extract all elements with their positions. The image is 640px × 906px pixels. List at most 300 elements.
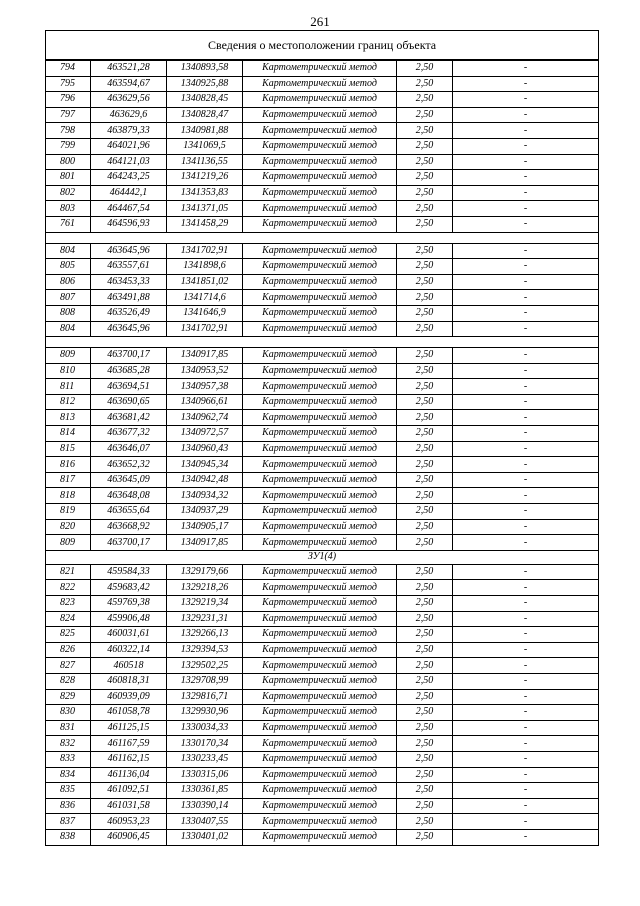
method-cell: Картометрический метод — [243, 751, 397, 767]
y-coordinate-cell: 1341458,29 — [167, 216, 243, 232]
description-cell: - — [453, 410, 599, 426]
x-coordinate-cell: 461125,15 — [91, 720, 167, 736]
table-row — [46, 170, 599, 186]
precision-cell: 2,50 — [397, 596, 453, 612]
precision-cell: 2,50 — [397, 673, 453, 689]
precision-cell: 2,50 — [397, 611, 453, 627]
precision-cell: 2,50 — [397, 290, 453, 306]
y-coordinate-cell: 1341702,91 — [167, 321, 243, 337]
y-coordinate-cell: 1330361,85 — [167, 783, 243, 799]
table-row — [46, 348, 599, 364]
y-coordinate-cell: 1340917,85 — [167, 535, 243, 551]
description-cell: - — [453, 705, 599, 721]
y-coordinate-cell: 1341851,02 — [167, 274, 243, 290]
point-number-cell: 837 — [46, 814, 91, 830]
description-cell: - — [453, 154, 599, 170]
point-number-cell: 814 — [46, 426, 91, 442]
point-number-cell: 796 — [46, 92, 91, 108]
point-number-cell: 807 — [46, 290, 91, 306]
method-cell: Картометрический метод — [243, 564, 397, 580]
method-cell: Картометрический метод — [243, 472, 397, 488]
table-row — [46, 76, 599, 92]
precision-cell: 2,50 — [397, 829, 453, 845]
description-cell: - — [453, 274, 599, 290]
method-cell: Картометрический метод — [243, 410, 397, 426]
precision-cell: 2,50 — [397, 154, 453, 170]
boundary-coordinates-table — [45, 30, 599, 846]
point-number-cell: 801 — [46, 170, 91, 186]
x-coordinate-cell: 463677,32 — [91, 426, 167, 442]
method-cell: Картометрический метод — [243, 457, 397, 473]
description-cell: - — [453, 259, 599, 275]
precision-cell: 2,50 — [397, 92, 453, 108]
description-cell: - — [453, 216, 599, 232]
description-cell: - — [453, 76, 599, 92]
description-cell: - — [453, 426, 599, 442]
description-cell: - — [453, 60, 599, 76]
precision-cell: 2,50 — [397, 504, 453, 520]
method-cell: Картометрический метод — [243, 504, 397, 520]
point-number-cell: 835 — [46, 783, 91, 799]
x-coordinate-cell: 463645,96 — [91, 321, 167, 337]
description-cell: - — [453, 798, 599, 814]
table-row — [46, 201, 599, 217]
precision-cell: 2,50 — [397, 426, 453, 442]
point-number-cell: 799 — [46, 138, 91, 154]
section-subtitle: ЗУ1(4) — [46, 550, 599, 564]
y-coordinate-cell: 1340893,58 — [167, 60, 243, 76]
x-coordinate-cell: 463700,17 — [91, 535, 167, 551]
point-number-cell: 800 — [46, 154, 91, 170]
table-row — [46, 642, 599, 658]
table-row — [46, 457, 599, 473]
x-coordinate-cell: 460031,61 — [91, 627, 167, 643]
x-coordinate-cell: 463629,56 — [91, 92, 167, 108]
x-coordinate-cell: 463557,61 — [91, 259, 167, 275]
method-cell: Картометрический метод — [243, 705, 397, 721]
x-coordinate-cell: 459906,48 — [91, 611, 167, 627]
description-cell: - — [453, 305, 599, 321]
y-coordinate-cell: 1329179,66 — [167, 564, 243, 580]
point-number-cell: 820 — [46, 519, 91, 535]
precision-cell: 2,50 — [397, 243, 453, 259]
table-row — [46, 426, 599, 442]
description-cell: - — [453, 642, 599, 658]
point-number-cell: 806 — [46, 274, 91, 290]
precision-cell: 2,50 — [397, 720, 453, 736]
table-row — [46, 783, 599, 799]
table-row — [46, 720, 599, 736]
table-row — [46, 596, 599, 612]
precision-cell: 2,50 — [397, 185, 453, 201]
x-coordinate-cell: 464467,54 — [91, 201, 167, 217]
method-cell: Картометрический метод — [243, 138, 397, 154]
method-cell: Картометрический метод — [243, 60, 397, 76]
description-cell: - — [453, 290, 599, 306]
point-number-cell: 804 — [46, 243, 91, 259]
y-coordinate-cell: 1329502,25 — [167, 658, 243, 674]
table-row — [46, 185, 599, 201]
y-coordinate-cell: 1329266,13 — [167, 627, 243, 643]
description-cell: - — [453, 736, 599, 752]
description-cell: - — [453, 829, 599, 845]
point-number-cell: 794 — [46, 60, 91, 76]
table-row — [46, 798, 599, 814]
x-coordinate-cell: 460518 — [91, 658, 167, 674]
table-row — [46, 216, 599, 232]
y-coordinate-cell: 1340828,45 — [167, 92, 243, 108]
point-number-cell: 821 — [46, 564, 91, 580]
point-number-cell: 822 — [46, 580, 91, 596]
precision-cell: 2,50 — [397, 751, 453, 767]
description-cell: - — [453, 580, 599, 596]
description-cell: - — [453, 243, 599, 259]
x-coordinate-cell: 463694,51 — [91, 379, 167, 395]
x-coordinate-cell: 463685,28 — [91, 363, 167, 379]
method-cell: Картометрический метод — [243, 488, 397, 504]
method-cell: Картометрический метод — [243, 379, 397, 395]
table-header-row — [46, 31, 599, 61]
y-coordinate-cell: 1329394,53 — [167, 642, 243, 658]
section-subtitle-row — [46, 550, 599, 564]
precision-cell: 2,50 — [397, 627, 453, 643]
method-cell: Картометрический метод — [243, 274, 397, 290]
y-coordinate-cell: 1330233,45 — [167, 751, 243, 767]
point-number-cell: 798 — [46, 123, 91, 139]
method-cell: Картометрический метод — [243, 243, 397, 259]
precision-cell: 2,50 — [397, 394, 453, 410]
method-cell: Картометрический метод — [243, 201, 397, 217]
point-number-cell: 810 — [46, 363, 91, 379]
y-coordinate-cell: 1341702,91 — [167, 243, 243, 259]
point-number-cell: 808 — [46, 305, 91, 321]
method-cell: Картометрический метод — [243, 736, 397, 752]
y-coordinate-cell: 1341353,83 — [167, 185, 243, 201]
y-coordinate-cell: 1329231,31 — [167, 611, 243, 627]
method-cell: Картометрический метод — [243, 259, 397, 275]
point-number-cell: 813 — [46, 410, 91, 426]
y-coordinate-cell: 1340981,88 — [167, 123, 243, 139]
method-cell: Картометрический метод — [243, 170, 397, 186]
y-coordinate-cell: 1341898,6 — [167, 259, 243, 275]
x-coordinate-cell: 464121,03 — [91, 154, 167, 170]
table-row — [46, 107, 599, 123]
precision-cell: 2,50 — [397, 259, 453, 275]
y-coordinate-cell: 1340925,88 — [167, 76, 243, 92]
point-number-cell: 828 — [46, 673, 91, 689]
precision-cell: 2,50 — [397, 379, 453, 395]
method-cell: Картометрический метод — [243, 580, 397, 596]
precision-cell: 2,50 — [397, 472, 453, 488]
description-cell: - — [453, 564, 599, 580]
point-number-cell: 829 — [46, 689, 91, 705]
description-cell: - — [453, 783, 599, 799]
x-coordinate-cell: 461162,15 — [91, 751, 167, 767]
x-coordinate-cell: 461058,78 — [91, 705, 167, 721]
x-coordinate-cell: 463668,92 — [91, 519, 167, 535]
description-cell: - — [453, 138, 599, 154]
point-number-cell: 805 — [46, 259, 91, 275]
point-number-cell: 816 — [46, 457, 91, 473]
table-row — [46, 472, 599, 488]
point-number-cell: 819 — [46, 504, 91, 520]
method-cell: Картометрический метод — [243, 720, 397, 736]
precision-cell: 2,50 — [397, 564, 453, 580]
x-coordinate-cell: 461167,59 — [91, 736, 167, 752]
precision-cell: 2,50 — [397, 348, 453, 364]
y-coordinate-cell: 1341371,05 — [167, 201, 243, 217]
y-coordinate-cell: 1329708,99 — [167, 673, 243, 689]
method-cell: Картометрический метод — [243, 519, 397, 535]
y-coordinate-cell: 1340828,47 — [167, 107, 243, 123]
y-coordinate-cell: 1330401,02 — [167, 829, 243, 845]
description-cell: - — [453, 394, 599, 410]
x-coordinate-cell: 463690,65 — [91, 394, 167, 410]
point-number-cell: 834 — [46, 767, 91, 783]
x-coordinate-cell: 460322,14 — [91, 642, 167, 658]
blank-cell — [46, 232, 599, 243]
method-cell: Картометрический метод — [243, 673, 397, 689]
y-coordinate-cell: 1329218,26 — [167, 580, 243, 596]
y-coordinate-cell: 1329930,96 — [167, 705, 243, 721]
method-cell: Картометрический метод — [243, 185, 397, 201]
description-cell: - — [453, 689, 599, 705]
point-number-cell: 826 — [46, 642, 91, 658]
description-cell: - — [453, 504, 599, 520]
point-number-cell: 803 — [46, 201, 91, 217]
description-cell: - — [453, 92, 599, 108]
point-number-cell: 830 — [46, 705, 91, 721]
method-cell: Картометрический метод — [243, 658, 397, 674]
table-row — [46, 394, 599, 410]
point-number-cell: 827 — [46, 658, 91, 674]
x-coordinate-cell: 463629,6 — [91, 107, 167, 123]
description-cell: - — [453, 107, 599, 123]
x-coordinate-cell: 463655,64 — [91, 504, 167, 520]
y-coordinate-cell: 1341069,5 — [167, 138, 243, 154]
precision-cell: 2,50 — [397, 76, 453, 92]
table-row — [46, 535, 599, 551]
table-row — [46, 829, 599, 845]
x-coordinate-cell: 463453,33 — [91, 274, 167, 290]
precision-cell: 2,50 — [397, 60, 453, 76]
y-coordinate-cell: 1340934,32 — [167, 488, 243, 504]
description-cell: - — [453, 596, 599, 612]
point-number-cell: 818 — [46, 488, 91, 504]
precision-cell: 2,50 — [397, 736, 453, 752]
description-cell: - — [453, 363, 599, 379]
x-coordinate-cell: 464442,1 — [91, 185, 167, 201]
table-row — [46, 658, 599, 674]
table-row — [46, 705, 599, 721]
table-row — [46, 305, 599, 321]
table-row — [46, 138, 599, 154]
point-number-cell: 832 — [46, 736, 91, 752]
point-number-cell: 802 — [46, 185, 91, 201]
method-cell: Картометрический метод — [243, 290, 397, 306]
method-cell: Картометрический метод — [243, 814, 397, 830]
x-coordinate-cell: 463652,32 — [91, 457, 167, 473]
table-title: Сведения о местоположении границ объекта — [46, 31, 599, 61]
precision-cell: 2,50 — [397, 138, 453, 154]
point-number-cell: 804 — [46, 321, 91, 337]
table-body — [46, 31, 599, 846]
table-row — [46, 123, 599, 139]
table-row — [46, 519, 599, 535]
method-cell: Картометрический метод — [243, 348, 397, 364]
table-row — [46, 751, 599, 767]
point-number-cell: 831 — [46, 720, 91, 736]
precision-cell: 2,50 — [397, 535, 453, 551]
y-coordinate-cell: 1340962,74 — [167, 410, 243, 426]
table-row — [46, 488, 599, 504]
description-cell: - — [453, 201, 599, 217]
y-coordinate-cell: 1330390,14 — [167, 798, 243, 814]
method-cell: Картометрический метод — [243, 123, 397, 139]
method-cell: Картометрический метод — [243, 596, 397, 612]
description-cell: - — [453, 658, 599, 674]
precision-cell: 2,50 — [397, 658, 453, 674]
table-row — [46, 736, 599, 752]
y-coordinate-cell: 1330034,33 — [167, 720, 243, 736]
y-coordinate-cell: 1330315,06 — [167, 767, 243, 783]
precision-cell: 2,50 — [397, 410, 453, 426]
method-cell: Картометрический метод — [243, 767, 397, 783]
x-coordinate-cell: 463645,96 — [91, 243, 167, 259]
x-coordinate-cell: 463646,07 — [91, 441, 167, 457]
y-coordinate-cell: 1341219,26 — [167, 170, 243, 186]
y-coordinate-cell: 1341646,9 — [167, 305, 243, 321]
precision-cell: 2,50 — [397, 689, 453, 705]
table-row — [46, 274, 599, 290]
x-coordinate-cell: 463526,49 — [91, 305, 167, 321]
description-cell: - — [453, 185, 599, 201]
x-coordinate-cell: 461136,04 — [91, 767, 167, 783]
blank-cell — [46, 337, 599, 348]
x-coordinate-cell: 459584,33 — [91, 564, 167, 580]
y-coordinate-cell: 1340953,52 — [167, 363, 243, 379]
point-number-cell: 836 — [46, 798, 91, 814]
table-row — [46, 627, 599, 643]
point-number-cell: 761 — [46, 216, 91, 232]
precision-cell: 2,50 — [397, 321, 453, 337]
table-row — [46, 321, 599, 337]
x-coordinate-cell: 463879,33 — [91, 123, 167, 139]
y-coordinate-cell: 1330170,34 — [167, 736, 243, 752]
description-cell: - — [453, 488, 599, 504]
y-coordinate-cell: 1340937,29 — [167, 504, 243, 520]
precision-cell: 2,50 — [397, 814, 453, 830]
point-number-cell: 824 — [46, 611, 91, 627]
table-row — [46, 611, 599, 627]
table-row — [46, 580, 599, 596]
x-coordinate-cell: 464596,93 — [91, 216, 167, 232]
method-cell: Картометрический метод — [243, 107, 397, 123]
method-cell: Картометрический метод — [243, 321, 397, 337]
precision-cell: 2,50 — [397, 305, 453, 321]
method-cell: Картометрический метод — [243, 535, 397, 551]
precision-cell: 2,50 — [397, 457, 453, 473]
x-coordinate-cell: 463648,08 — [91, 488, 167, 504]
y-coordinate-cell: 1330407,55 — [167, 814, 243, 830]
table-row — [46, 363, 599, 379]
point-number-cell: 823 — [46, 596, 91, 612]
y-coordinate-cell: 1341714,6 — [167, 290, 243, 306]
method-cell: Картометрический метод — [243, 394, 397, 410]
table-row — [46, 60, 599, 76]
x-coordinate-cell: 464243,25 — [91, 170, 167, 186]
description-cell: - — [453, 441, 599, 457]
precision-cell: 2,50 — [397, 123, 453, 139]
description-cell: - — [453, 170, 599, 186]
description-cell: - — [453, 627, 599, 643]
x-coordinate-cell: 461031,58 — [91, 798, 167, 814]
x-coordinate-cell: 463594,67 — [91, 76, 167, 92]
point-number-cell: 812 — [46, 394, 91, 410]
table-row — [46, 441, 599, 457]
point-number-cell: 838 — [46, 829, 91, 845]
y-coordinate-cell: 1340905,17 — [167, 519, 243, 535]
x-coordinate-cell: 460818,31 — [91, 673, 167, 689]
table-row — [46, 243, 599, 259]
point-number-cell: 811 — [46, 379, 91, 395]
x-coordinate-cell: 463681,42 — [91, 410, 167, 426]
description-cell: - — [453, 767, 599, 783]
description-cell: - — [453, 379, 599, 395]
method-cell: Картометрический метод — [243, 783, 397, 799]
method-cell: Картометрический метод — [243, 216, 397, 232]
precision-cell: 2,50 — [397, 216, 453, 232]
precision-cell: 2,50 — [397, 798, 453, 814]
precision-cell: 2,50 — [397, 580, 453, 596]
method-cell: Картометрический метод — [243, 154, 397, 170]
table-row — [46, 689, 599, 705]
point-number-cell: 833 — [46, 751, 91, 767]
y-coordinate-cell: 1329816,71 — [167, 689, 243, 705]
method-cell: Картометрический метод — [243, 829, 397, 845]
table-row — [46, 379, 599, 395]
precision-cell: 2,50 — [397, 363, 453, 379]
x-coordinate-cell: 459769,38 — [91, 596, 167, 612]
x-coordinate-cell: 463491,88 — [91, 290, 167, 306]
point-number-cell: 825 — [46, 627, 91, 643]
method-cell: Картометрический метод — [243, 305, 397, 321]
table-row — [46, 504, 599, 520]
description-cell: - — [453, 535, 599, 551]
y-coordinate-cell: 1340945,34 — [167, 457, 243, 473]
precision-cell: 2,50 — [397, 441, 453, 457]
x-coordinate-cell: 459683,42 — [91, 580, 167, 596]
method-cell: Картометрический метод — [243, 689, 397, 705]
point-number-cell: 809 — [46, 348, 91, 364]
x-coordinate-cell: 460939,09 — [91, 689, 167, 705]
y-coordinate-cell: 1329219,34 — [167, 596, 243, 612]
method-cell: Картометрический метод — [243, 441, 397, 457]
precision-cell: 2,50 — [397, 201, 453, 217]
page-number: 261 — [310, 14, 330, 29]
description-cell: - — [453, 348, 599, 364]
y-coordinate-cell: 1341136,55 — [167, 154, 243, 170]
description-cell: - — [453, 611, 599, 627]
precision-cell: 2,50 — [397, 519, 453, 535]
description-cell: - — [453, 472, 599, 488]
point-number-cell: 817 — [46, 472, 91, 488]
method-cell: Картометрический метод — [243, 92, 397, 108]
y-coordinate-cell: 1340960,43 — [167, 441, 243, 457]
precision-cell: 2,50 — [397, 642, 453, 658]
method-cell: Картометрический метод — [243, 426, 397, 442]
table-row — [46, 290, 599, 306]
